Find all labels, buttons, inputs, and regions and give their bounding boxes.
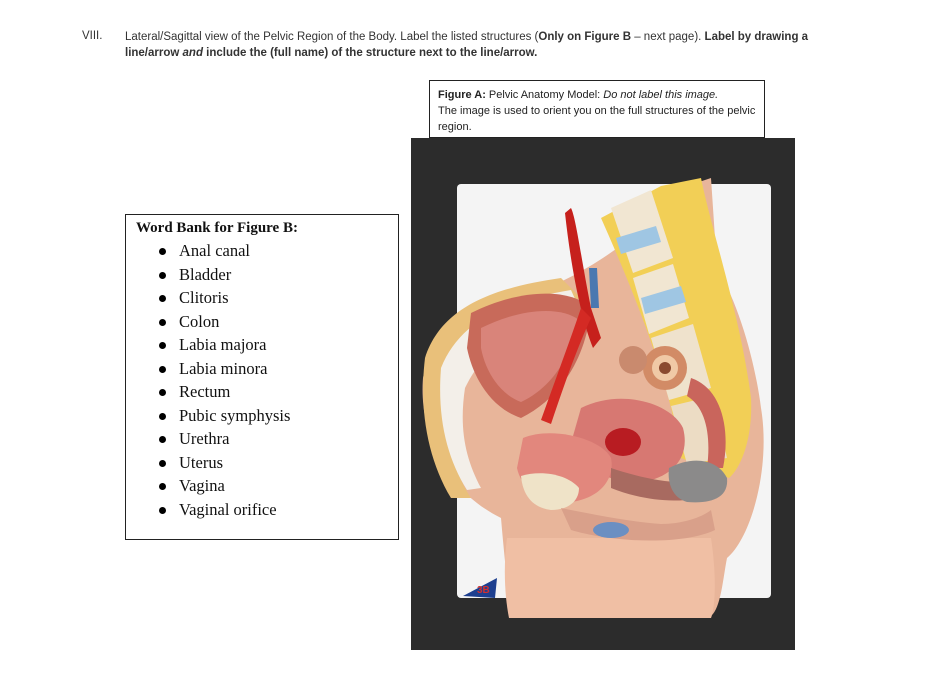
list-item: Bladder — [156, 263, 290, 287]
figure-a-note: Do not label this image. — [603, 89, 719, 101]
word-bank-title: Word Bank for Figure B: — [136, 220, 298, 236]
figure-a-caption — [429, 80, 765, 138]
word-bank — [125, 214, 399, 540]
question-number: VIII. — [82, 30, 103, 42]
svg-text:3B: 3B — [477, 585, 490, 596]
list-item: Vaginal orifice — [156, 498, 290, 522]
list-item: Labia minora — [156, 357, 290, 381]
list-item: Uterus — [156, 451, 290, 475]
list-item: Pubic symphysis — [156, 404, 290, 428]
instruction-emphasis: and — [182, 46, 203, 59]
instruction-text: Lateral/Sagittal view of the Pelvic Region of the Body. Label the listed structures ( — [125, 31, 539, 43]
instruction-emphasis: line/arrow — [125, 46, 183, 59]
instruction-emphasis: Label by drawing a — [704, 31, 809, 43]
instruction-emphasis: include the (full name) of the structure next to the line/arrow. — [202, 46, 538, 59]
figure-a-label: Figure A: — [438, 89, 486, 101]
word-bank-list — [156, 239, 290, 521]
list-item: Vagina — [156, 474, 290, 498]
list-item: Urethra — [156, 427, 290, 451]
instruction-text: – next page). — [631, 31, 705, 43]
list-item: Anal canal — [156, 239, 290, 263]
list-item: Clitoris — [156, 286, 290, 310]
list-item: Colon — [156, 310, 290, 334]
figure-a-description: The image is used to orient you on the full structures of the pelvic region. — [438, 105, 756, 133]
pelvic-model-photo — [411, 138, 795, 650]
question-instructions — [125, 30, 885, 61]
list-item: Rectum — [156, 380, 290, 404]
figure-a-title: Pelvic Anatomy Model: — [485, 89, 604, 101]
instruction-emphasis: Only on Figure B — [538, 31, 632, 43]
list-item: Labia majora — [156, 333, 290, 357]
